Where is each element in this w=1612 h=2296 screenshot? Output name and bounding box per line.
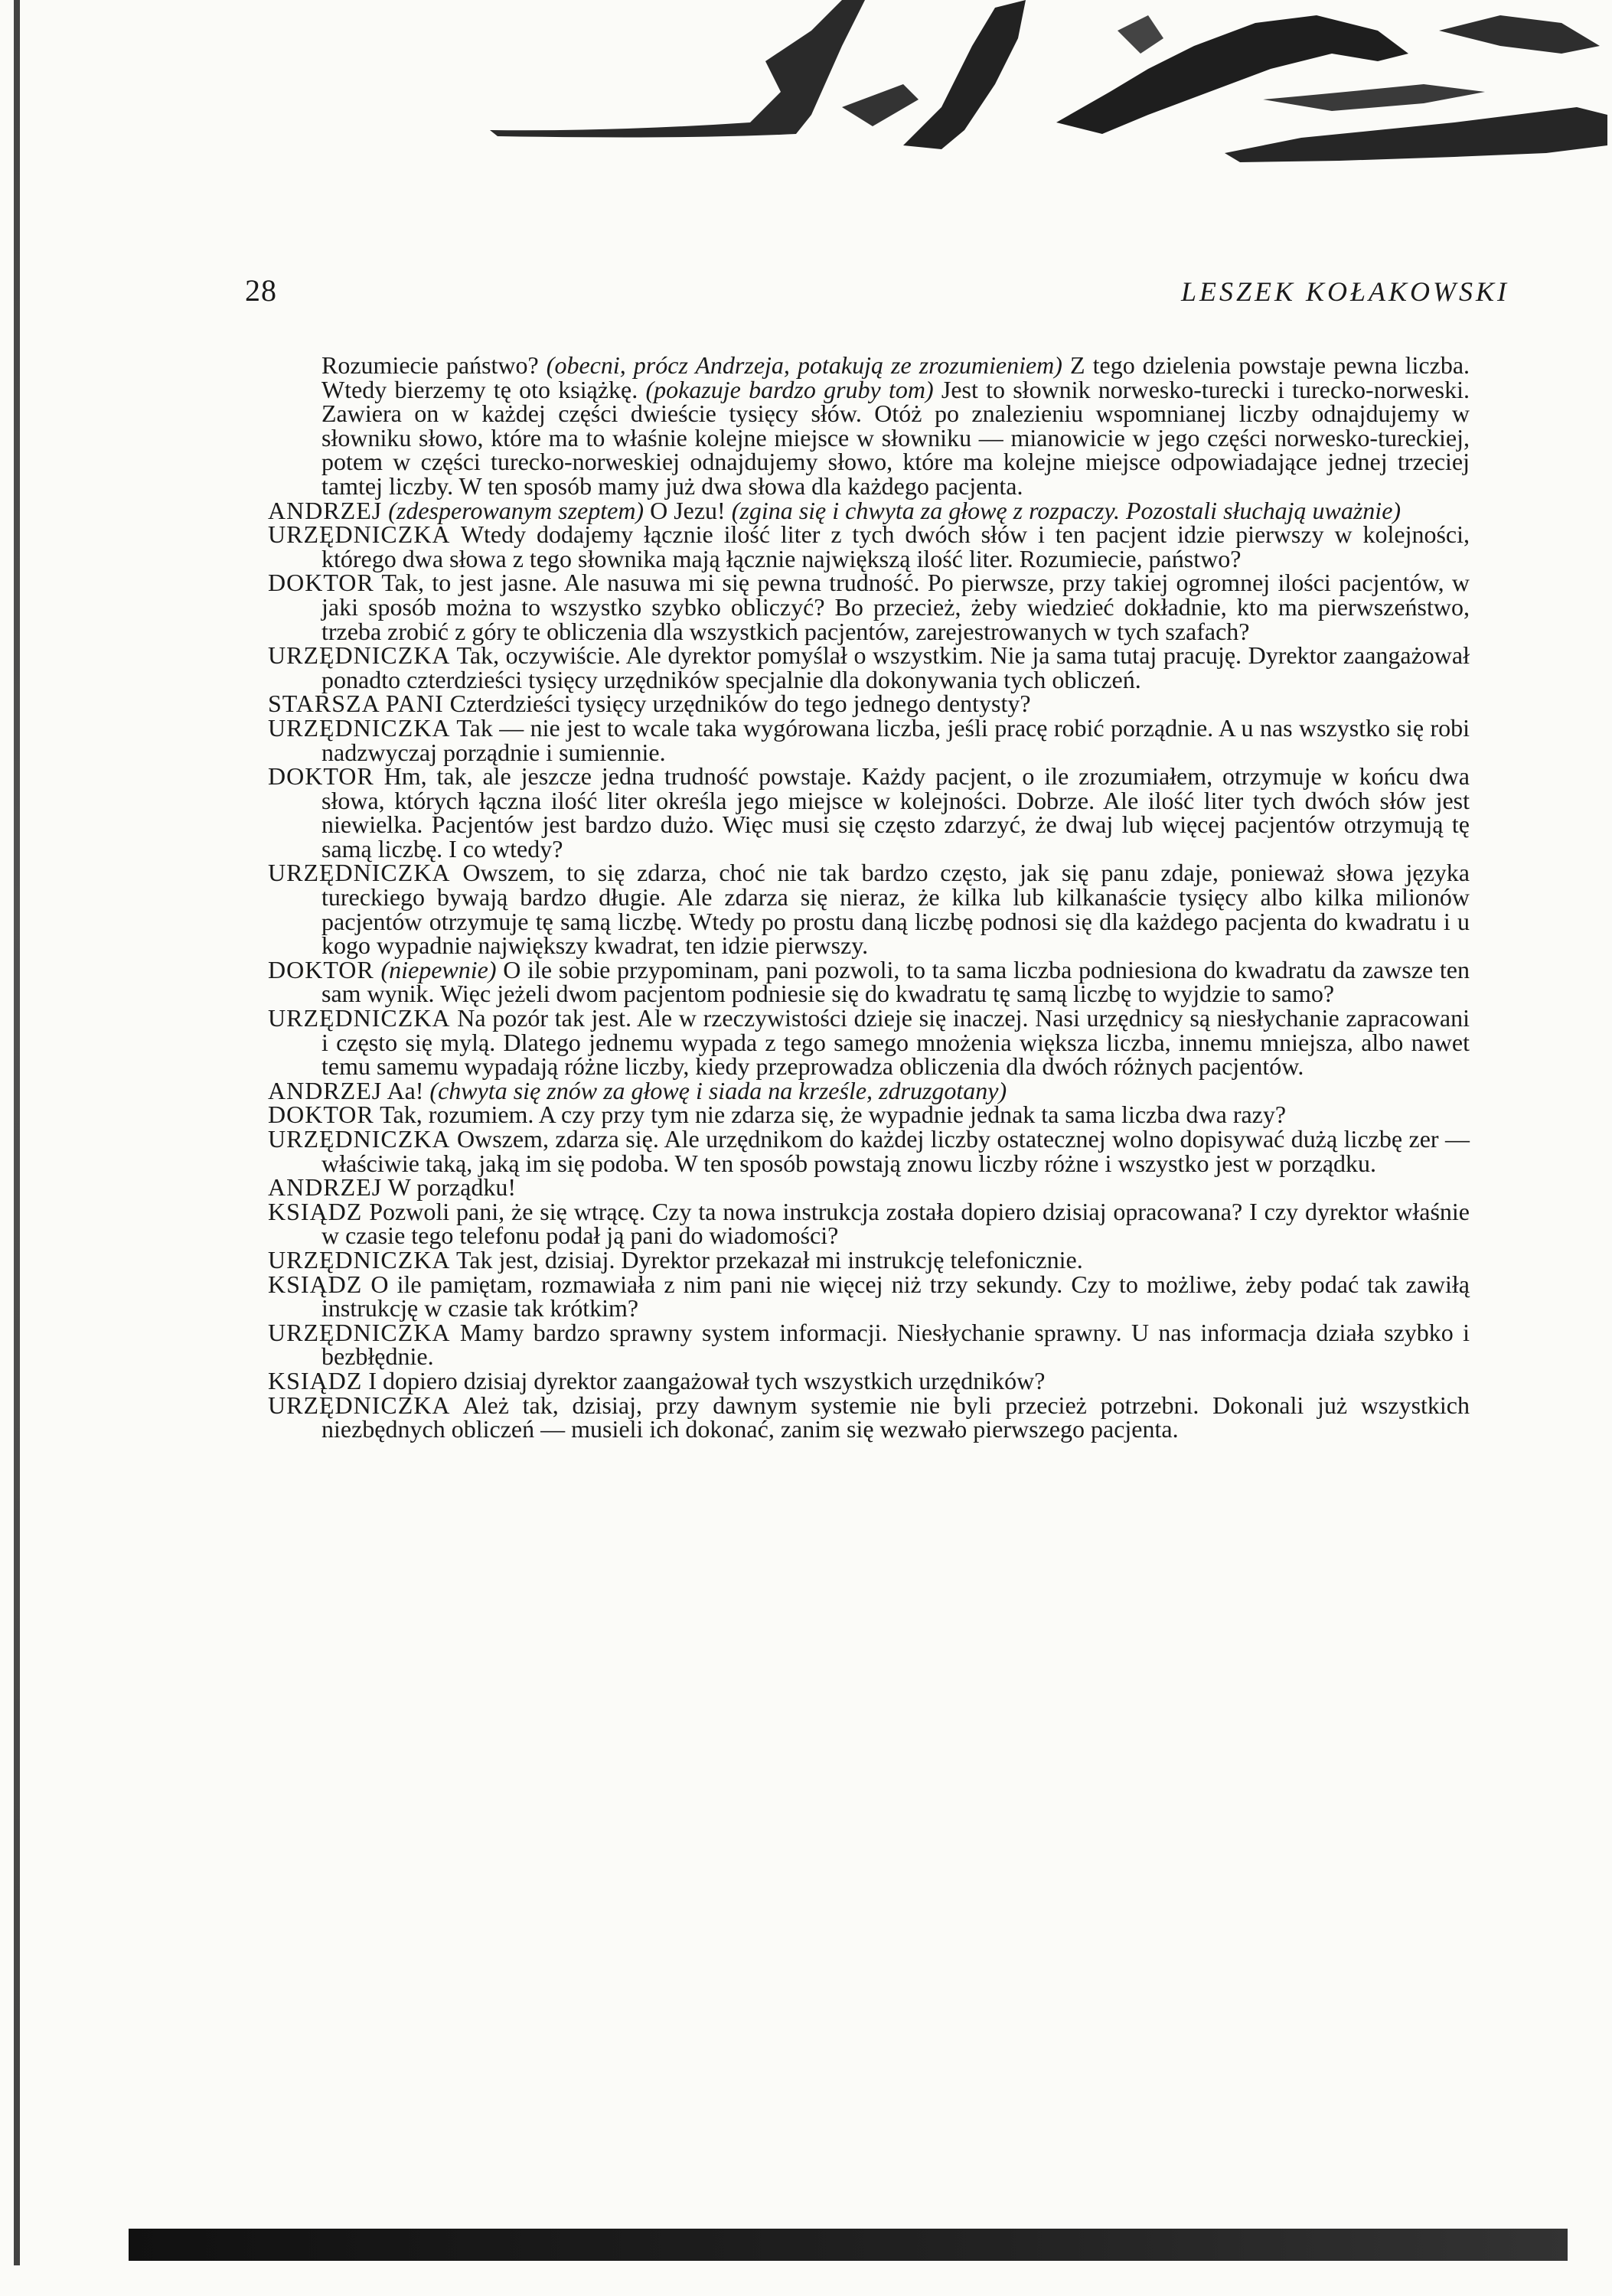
dialogue-text: Wtedy dodajemy łącznie ilość liter z tych dwóch słów i ten pacjent idzie pierwszy w kolejności, którego dwa słowa z tego słownika mają łącznie największą ilość liter. Rozumiecie, państwo? — [321, 520, 1470, 572]
play-text — [268, 351, 1470, 1443]
dialogue-paragraph — [268, 1318, 1470, 1371]
dialogue-text: Owszem, to się zdarza, choć nie tak bardzo często, jak się panu zdaje, ponieważ słowa języka tureckiego bywają bardzo długie. Ale zdarza się nieraz, że kilka lub kilkanaście tysięcy albo kilka milionów pacjentów otrzymuje tę samą liczbę. Wtedy po prostu daną liczbę podnosi się dla każdego pacjenta do kwadratu i u kogo wypadnie największy kwadrat, ten idzie pierwszy. — [321, 859, 1470, 960]
speaker-name: URZĘDNICZKA — [268, 641, 451, 670]
dialogue-text: Pozwoli pani, że się wtrącę. Czy ta nowa instrukcja została dopiero dzisiaj opracowana? I czy dyrektor właśnie w czasie tego telefonu podał ją pani do wiadomości? — [321, 1197, 1470, 1250]
dialogue-text: Hm, tak, ale jeszcze jedna trudność powstaje. Każdy pacjent, o ile zrozumiałem, otrzymuje w końcu dwa słowa, których łączna ilość liter określa jego miejsce w kolejności. Dobrze. Ale ilość liter tych dwóch słów jest niewielka. Pacjentów jest bardzo dużo. Więc musi się często zdarzyć, że dwaj lub więcej pacjentów otrzymują tę samą liczbę. I co wtedy? — [321, 762, 1470, 863]
speaker-name: URZĘDNICZKA — [268, 859, 451, 887]
stage-direction: (niepewnie) — [374, 955, 497, 983]
speaker-name: KSIĄDZ — [268, 1270, 363, 1298]
speaker-name: URZĘDNICZKA — [268, 520, 451, 549]
dialogue-text: Ależ tak, dzisiaj, przy dawnym systemie nie byli przecież potrzebni. Dokonali już wszystkich niezbędnych obliczeń — musieli ich dokonać, zanim się wezwało pierwszego pacjenta. — [321, 1391, 1470, 1443]
stage-direction: (chwyta się znów za głowę i siada na krześle, zdruzgotany) — [429, 1076, 1007, 1104]
dialogue-text: Na pozór tak jest. Ale w rzeczywistości dzieje się inaczej. Nasi urzędnicy są niesłychanie zapracowani i często się mylą. Dlatego jednemu wypada z tego samego mnożenia większa liczba, innemu mniejsza, albo nawet temu samemu wypadają różne liczby, kiedy przeprowadza obliczenia dla dwóch różnych pacjentów. — [321, 1004, 1470, 1081]
stage-direction: (pokazuje bardzo gruby tom) — [645, 375, 934, 403]
dialogue-paragraph — [268, 351, 1470, 500]
dialogue-paragraph — [268, 762, 1470, 863]
dialogue-paragraph — [268, 1197, 1470, 1250]
page-number: 28 — [245, 273, 277, 308]
illustration-fragment — [0, 0, 1612, 168]
dialogue-paragraph — [268, 859, 1470, 960]
stage-direction: (zgina się i chwyta za głowę z rozpaczy. Pozostali słuchają uważnie) — [731, 496, 1402, 524]
dialogue-paragraph — [268, 1127, 1470, 1176]
dialogue-paragraph — [268, 713, 1470, 766]
speaker-name: ANDRZEJ — [268, 496, 383, 524]
dialogue-text: Z tego dzielenia powstaje pewna liczba. Wtedy bierzemy tę oto książkę. — [321, 351, 1470, 403]
dialogue-paragraph — [268, 1245, 1470, 1274]
dialogue-paragraph — [268, 520, 1470, 572]
dialogue-paragraph — [268, 571, 1470, 644]
dialogue-paragraph — [268, 1270, 1470, 1322]
dialogue-paragraph — [268, 1391, 1470, 1443]
dialogue-text: Tak, to jest jasne. Ale nasuwa mi się pewna trudność. Po pierwsze, przy takiej ogromnej ilości pacjentów, w jaki sposób można to wszystko szybko obliczyć? Bo przecież, żeby wiedzieć dokładnie, kto ma pierwszeństwo, trzeba zrobić z góry te obliczenia dla wszystkich pacjentów, zarejestrowanych w tych szafach? — [321, 569, 1470, 645]
speaker-name: DOKTOR — [268, 955, 374, 983]
dialogue-paragraph — [268, 496, 1470, 524]
dialogue-paragraph — [268, 1173, 1470, 1202]
stage-direction: (zdesperowanym szeptem) — [382, 496, 644, 524]
speaker-name: URZĘDNICZKA — [268, 1125, 451, 1153]
dialogue-text: Tak jest, dzisiaj. Dyrektor przekazał mi instrukcję telefonicznie. — [450, 1245, 1083, 1274]
speaker-name: URZĘDNICZKA — [268, 1318, 451, 1346]
speaker-name: URZĘDNICZKA — [268, 713, 451, 742]
dialogue-text: W porządku! — [382, 1173, 516, 1202]
scan-left-border — [14, 0, 20, 2265]
dialogue-text: O ile sobie przypominam, pani pozwoli, to ta sama liczba podniesiona do kwadratu da zawsze ten sam wynik. Więc jeżeli dwom pacjentom podniesie się do kwadratu tę samą liczbę to wyjdzie to samo? — [321, 955, 1470, 1008]
speaker-name: ANDRZEJ — [268, 1076, 383, 1104]
dialogue-paragraph — [268, 955, 1470, 1008]
scan-bottom-border — [129, 2229, 1568, 2261]
dialogue-paragraph — [268, 1103, 1470, 1127]
speaker-name: KSIĄDZ — [268, 1366, 363, 1394]
speaker-name: DOKTOR — [268, 1101, 374, 1129]
dialogue-text: O Jezu! — [644, 496, 732, 524]
speaker-name: URZĘDNICZKA — [268, 1245, 451, 1274]
speaker-name: KSIĄDZ — [268, 1197, 363, 1225]
dialogue-text: Rozumiecie państwo? — [321, 351, 547, 379]
speaker-name: DOKTOR — [268, 762, 374, 791]
dialogue-paragraph — [268, 1366, 1470, 1394]
speaker-name: STARSZA PANI — [268, 690, 444, 718]
dialogue-text: Mamy bardzo sprawny system informacji. Niesłychanie sprawny. U nas informacja działa szybko i bezbłędnie. — [321, 1318, 1470, 1371]
dialogue-text: Czterdzieści tysięcy urzędników do tego jednego dentysty? — [443, 690, 1031, 718]
running-head: LESZEK KOŁAKOWSKI — [1180, 276, 1509, 307]
dialogue-text: Aa! — [382, 1076, 430, 1104]
speaker-name: DOKTOR — [268, 569, 374, 597]
speaker-name: URZĘDNICZKA — [268, 1004, 451, 1032]
dialogue-text: O ile pamiętam, rozmawiała z nim pani nie więcej niż trzy sekundy. Czy to możliwe, żeby podać tak zawiłą instrukcję w czasie tak krótkim? — [321, 1270, 1470, 1322]
dialogue-text: Tak, rozumiem. A czy przy tym nie zdarza się, że wypadnie jednak ta sama liczba dwa razy? — [374, 1101, 1287, 1129]
dialogue-text: Tak — nie jest to wcale taka wygórowana liczba, jeśli pracę robić porządnie. A u nas wszystko się robi nadzwyczaj porządnie i sumiennie. — [321, 713, 1470, 766]
dialogue-text: Jest to słownik norwesko-turecki i turecko-norweski. Zawiera on w każdej części dwieście tysięcy słów. Otóż po znalezieniu wspomnianej liczby odnajdujemy w słowniku słowo, które ma to właśnie kolejne miejsce w słowniku — mianowicie w jego części norwesko-tureckiej, potem w części turecko-norweskiej odnajdujemy słowo, które ma kolejne miejsce odpowiadające jednej trzeciej tamtej liczby. W ten sposób mamy już dwa słowa dla każdego pacjenta. — [321, 375, 1470, 500]
dialogue-paragraph — [268, 1006, 1470, 1079]
speaker-name: ANDRZEJ — [268, 1173, 383, 1202]
dialogue-text: Tak, oczywiście. Ale dyrektor pomyślał o wszystkim. Nie ja sama tutaj pracuję. Dyrektor zaangażował ponadto czterdzieści tysięcy urzędników specjalnie dla dokonywania tych obliczeń. — [321, 641, 1470, 693]
dialogue-text: Owszem, zdarza się. Ale urzędnikom do każdej liczby ostatecznej wolno dopisywać dużą liczbę zer — właściwie taką, jaką im się podoba. W ten sposób powstają znowu liczby różne i wszystko jest w porządku. — [321, 1125, 1470, 1177]
dialogue-paragraph — [268, 692, 1470, 716]
dialogue-paragraph — [268, 641, 1470, 693]
stage-direction: (obecni, prócz Andrzeja, potakują ze zrozumieniem) — [546, 351, 1062, 379]
speaker-name: URZĘDNICZKA — [268, 1391, 451, 1419]
dialogue-text: I dopiero dzisiaj dyrektor zaangażował tych wszystkich urzędników? — [362, 1366, 1046, 1394]
dialogue-paragraph — [268, 1076, 1470, 1104]
